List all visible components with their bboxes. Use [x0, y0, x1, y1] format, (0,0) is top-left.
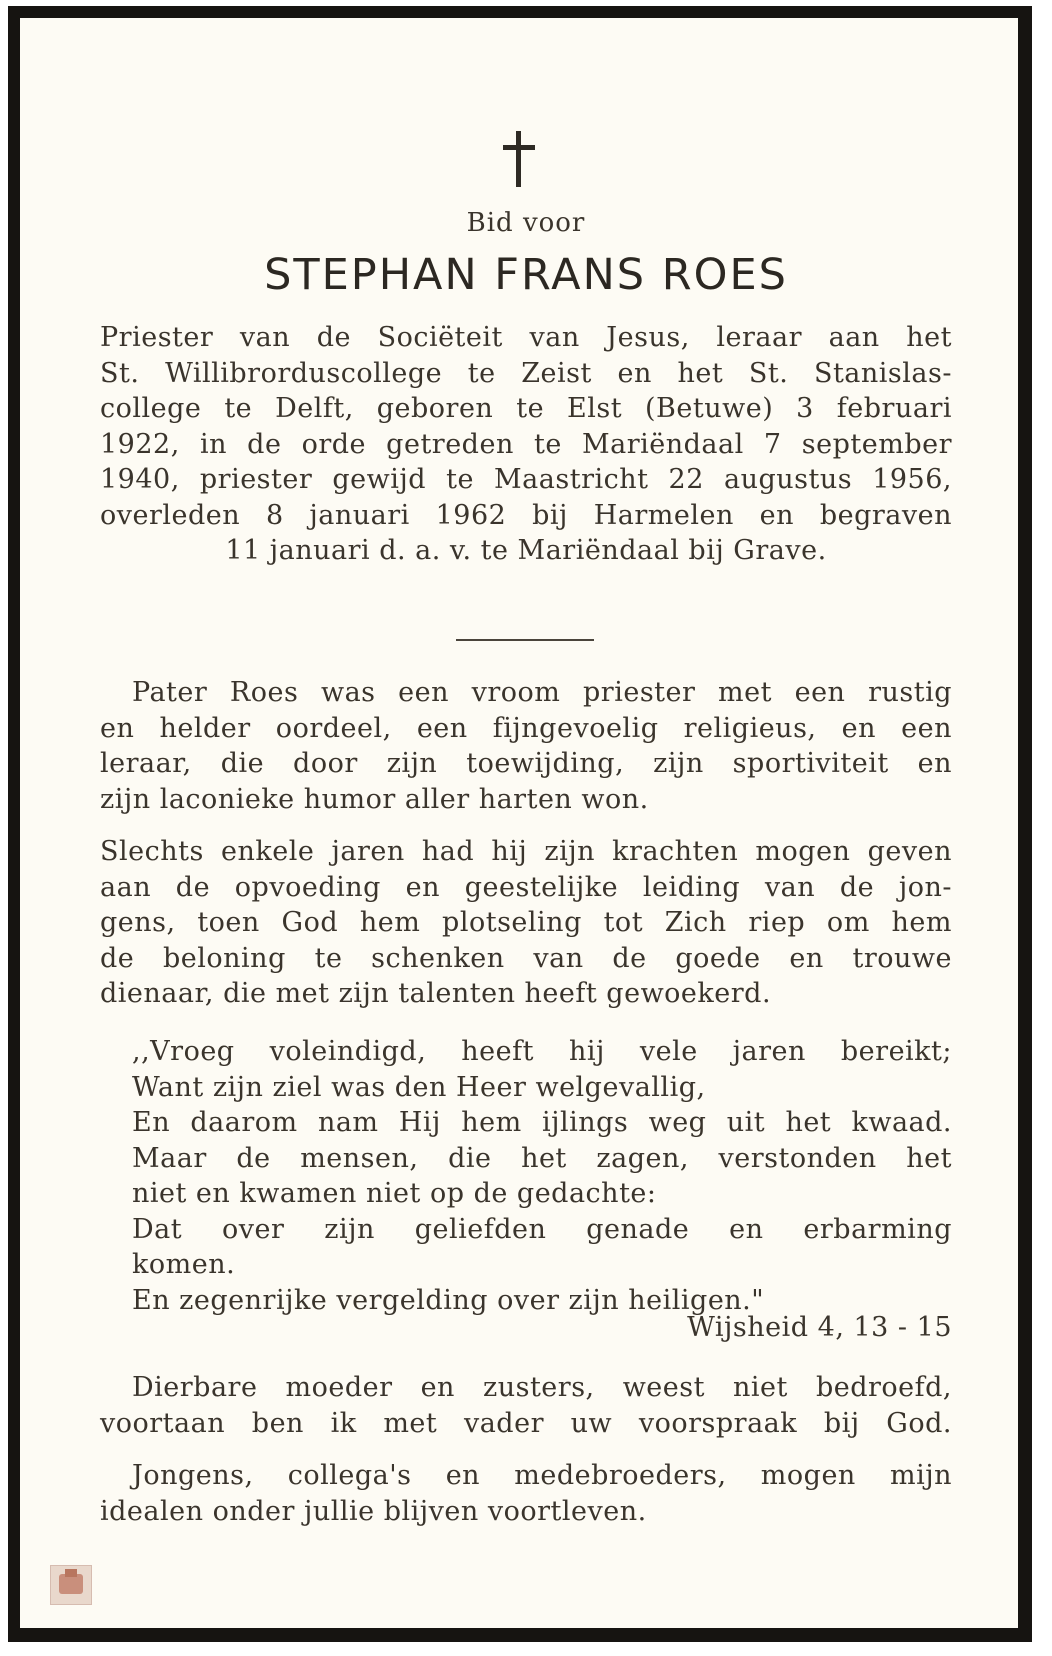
text-line: 1940, priester gewijd te Maastricht 22 augustus 1956,	[100, 464, 952, 495]
text-line: komen.	[132, 1249, 236, 1280]
text-line: Dierbare moeder en zusters, weest niet bedroefd,	[132, 1372, 952, 1403]
text-line: en helder oordeel, een fijngevoelig religieus, en een	[100, 712, 952, 744]
text-line: dienaar, die met zijn talenten heeft gewoekerd.	[100, 978, 772, 1009]
text-line: En zegenrijke vergelding over zijn heiligen."	[132, 1284, 765, 1316]
tribute-paragraph	[100, 675, 952, 817]
cross-icon	[503, 131, 533, 187]
text-line: voortaan ben ik met vader uw voorspraak bij God.	[100, 1407, 952, 1439]
text-line: college te Delft, geboren te Elst (Betuwe) 3 februari	[100, 393, 952, 424]
archive-stamp-icon	[50, 1565, 92, 1605]
text-line: overleden 8 januari 1962 bij Harmelen en begraven	[100, 499, 952, 531]
text-line: Slechts enkele jaren had hij zijn krachten mogen geven	[100, 836, 952, 867]
text-line: aan de opvoeding en geestelijke leiding van de jon-	[100, 871, 952, 903]
text-line: Pater Roes was een vroom priester met een rustig	[132, 677, 952, 708]
text-line: ,,Vroeg voleindigd, heeft hij vele jaren bereikt;	[132, 1036, 952, 1067]
text-line: idealen onder jullie blijven voortleven.	[100, 1495, 647, 1527]
deceased-name: STEPHAN FRANS ROES	[264, 250, 788, 300]
text-line: Dat over zijn geliefden genade en erbarming	[132, 1213, 952, 1245]
biography-paragraph	[100, 320, 952, 569]
scripture-quote	[132, 1034, 952, 1318]
quote-reference	[132, 1310, 952, 1346]
text-line: gens, toen God hem plotseling tot Zich riep om hem	[100, 907, 952, 938]
text-line: 1922, in de orde getreden te Mariëndaal 7 september	[100, 428, 952, 460]
tribute-paragraph	[100, 834, 952, 1012]
text-line: niet en kwamen niet op de gedachte:	[132, 1178, 657, 1209]
farewell-paragraph	[100, 1370, 952, 1441]
bid-voor-heading: Bid voor	[466, 208, 586, 238]
farewell-paragraph	[100, 1458, 952, 1529]
text-line: Want zijn ziel was den Heer welgevallig,	[132, 1071, 706, 1103]
text-line: St. Willibrorduscollege te Zeist en het St. Stanislas-	[100, 357, 952, 389]
text-line: Priester van de Sociëteit van Jesus, leraar aan het	[100, 322, 952, 353]
text-line: Wijsheid 4, 13 - 15	[687, 1312, 952, 1343]
divider	[456, 639, 594, 641]
text-line: de beloning te schenken van de goede en trouwe	[100, 942, 952, 974]
text-line: leraar, die door zijn toewijding, zijn sportiviteit en	[100, 748, 952, 779]
text-line: Maar de mensen, die het zagen, verstonden het	[132, 1142, 952, 1174]
text-line: Jongens, collega's en medebroeders, mogen mijn	[132, 1460, 952, 1491]
text-line: 11 januari d. a. v. te Mariëndaal bij Grave.	[225, 535, 827, 566]
text-line: En daarom nam Hij hem ijlings weg uit het kwaad.	[132, 1107, 952, 1138]
text-line: zijn laconieke humor aller harten won.	[100, 783, 649, 815]
